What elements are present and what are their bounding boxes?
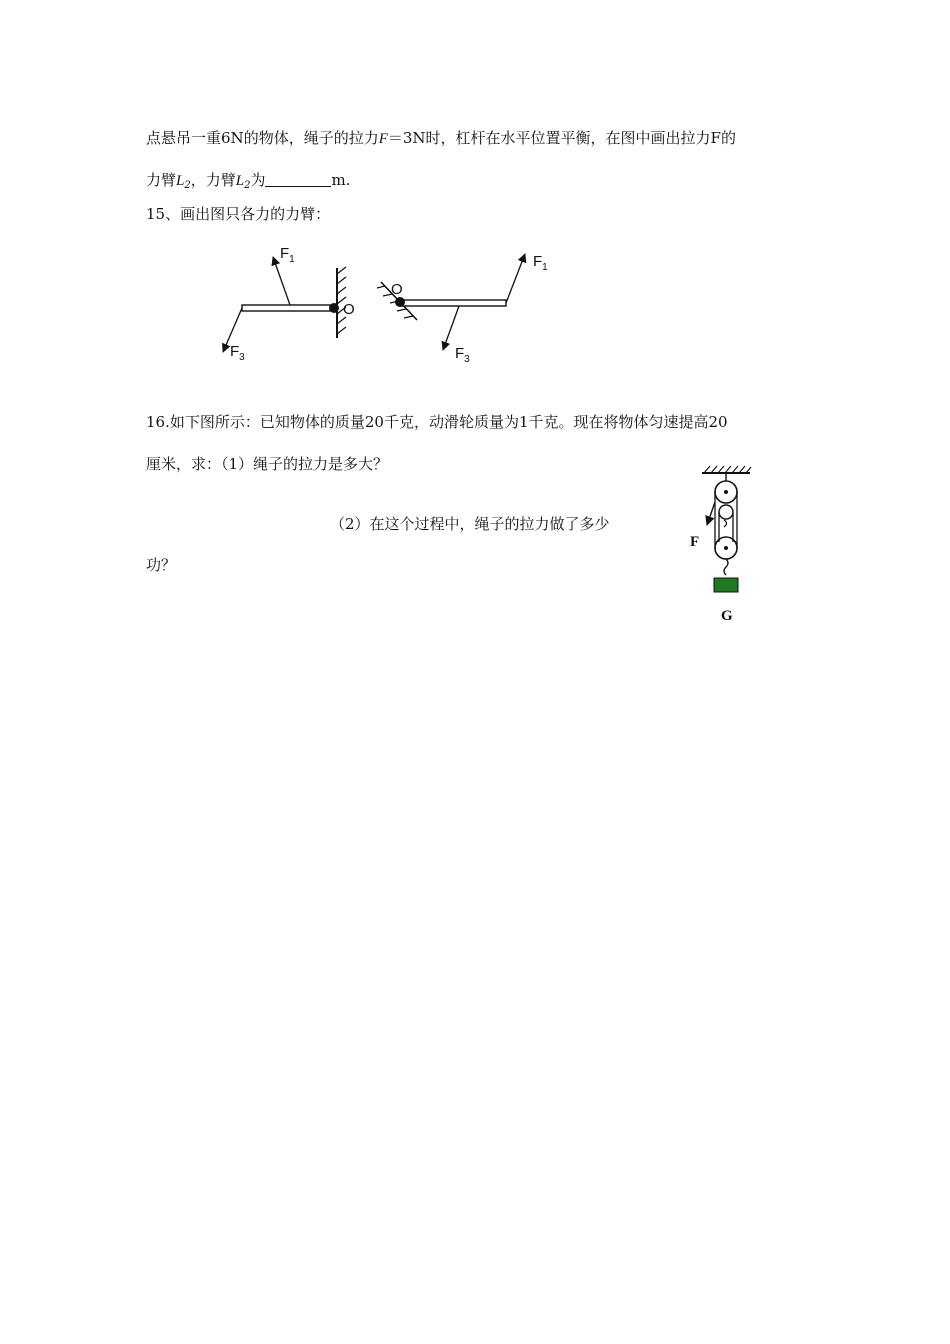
q16-line-1: 16.如下图所示：已知物体的质量20千克，动滑轮质量为1千克。现在将物体匀速提高20 bbox=[146, 413, 728, 431]
q14-text-a: 点悬吊一重 bbox=[146, 129, 222, 147]
q14-answer-blank[interactable] bbox=[265, 172, 331, 187]
pivot-point bbox=[329, 303, 339, 313]
force-f1-arrow bbox=[273, 257, 290, 305]
lever-bar bbox=[242, 305, 334, 311]
weight-block bbox=[714, 578, 738, 592]
ceiling-hatching bbox=[704, 466, 751, 473]
q16-line-4: 功？ bbox=[146, 556, 177, 574]
force-f1-label: $F_1$ bbox=[280, 245, 295, 265]
q14-line-1 bbox=[146, 128, 736, 149]
q14-arm-label-2: ，力臂 bbox=[190, 171, 236, 189]
q14-unit: m. bbox=[331, 171, 351, 189]
force-f-label: F bbox=[690, 534, 700, 550]
force-f1-arrow bbox=[506, 254, 525, 303]
q14-arm-symbol-2: L bbox=[235, 173, 245, 189]
q16-line-2: 厘米，求：（1）绳子的拉力是多大？ bbox=[146, 455, 389, 473]
q14-arm-label: 力臂 bbox=[146, 171, 177, 189]
force-f1-label: $F_1$ bbox=[533, 253, 548, 273]
q14-line-2 bbox=[146, 170, 350, 196]
force-f3-label: $F_3$ bbox=[230, 343, 245, 363]
q14-arm-for: 为 bbox=[250, 171, 266, 189]
q14-arm-sub-1: 2 bbox=[184, 180, 191, 191]
force-f3-label: $F_3$ bbox=[455, 345, 470, 365]
force-f3-arrow bbox=[443, 306, 459, 350]
force-f-arrow bbox=[707, 502, 715, 525]
fixed-pulley-small bbox=[719, 505, 733, 519]
q14-arm-symbol-1: L bbox=[176, 173, 185, 189]
q14-text-c: ＝3N时，杠杆在水平位置平衡，在图中画出拉力F的 bbox=[387, 129, 736, 147]
pivot-label: O bbox=[391, 281, 403, 298]
q15-prompt: 15、画出图只各力的力臂： bbox=[146, 205, 331, 223]
q14-weight: 6N bbox=[221, 129, 244, 147]
q16-pulley-figure bbox=[680, 462, 770, 622]
pivot-point bbox=[395, 297, 405, 307]
q14-force-symbol: F bbox=[378, 131, 388, 147]
q16-line-3: （2）在这个过程中，绳子的拉力做了多少 bbox=[330, 515, 610, 533]
q14-arm-sub-2: 2 bbox=[244, 180, 251, 191]
q14-text-b: 的物体，绳子的拉力 bbox=[243, 129, 379, 147]
pivot-label: O bbox=[343, 301, 355, 318]
lever-bar bbox=[400, 300, 506, 306]
q15-figure-right bbox=[375, 240, 555, 370]
q15-figure-left bbox=[210, 240, 355, 370]
weight-label: G bbox=[721, 608, 733, 624]
